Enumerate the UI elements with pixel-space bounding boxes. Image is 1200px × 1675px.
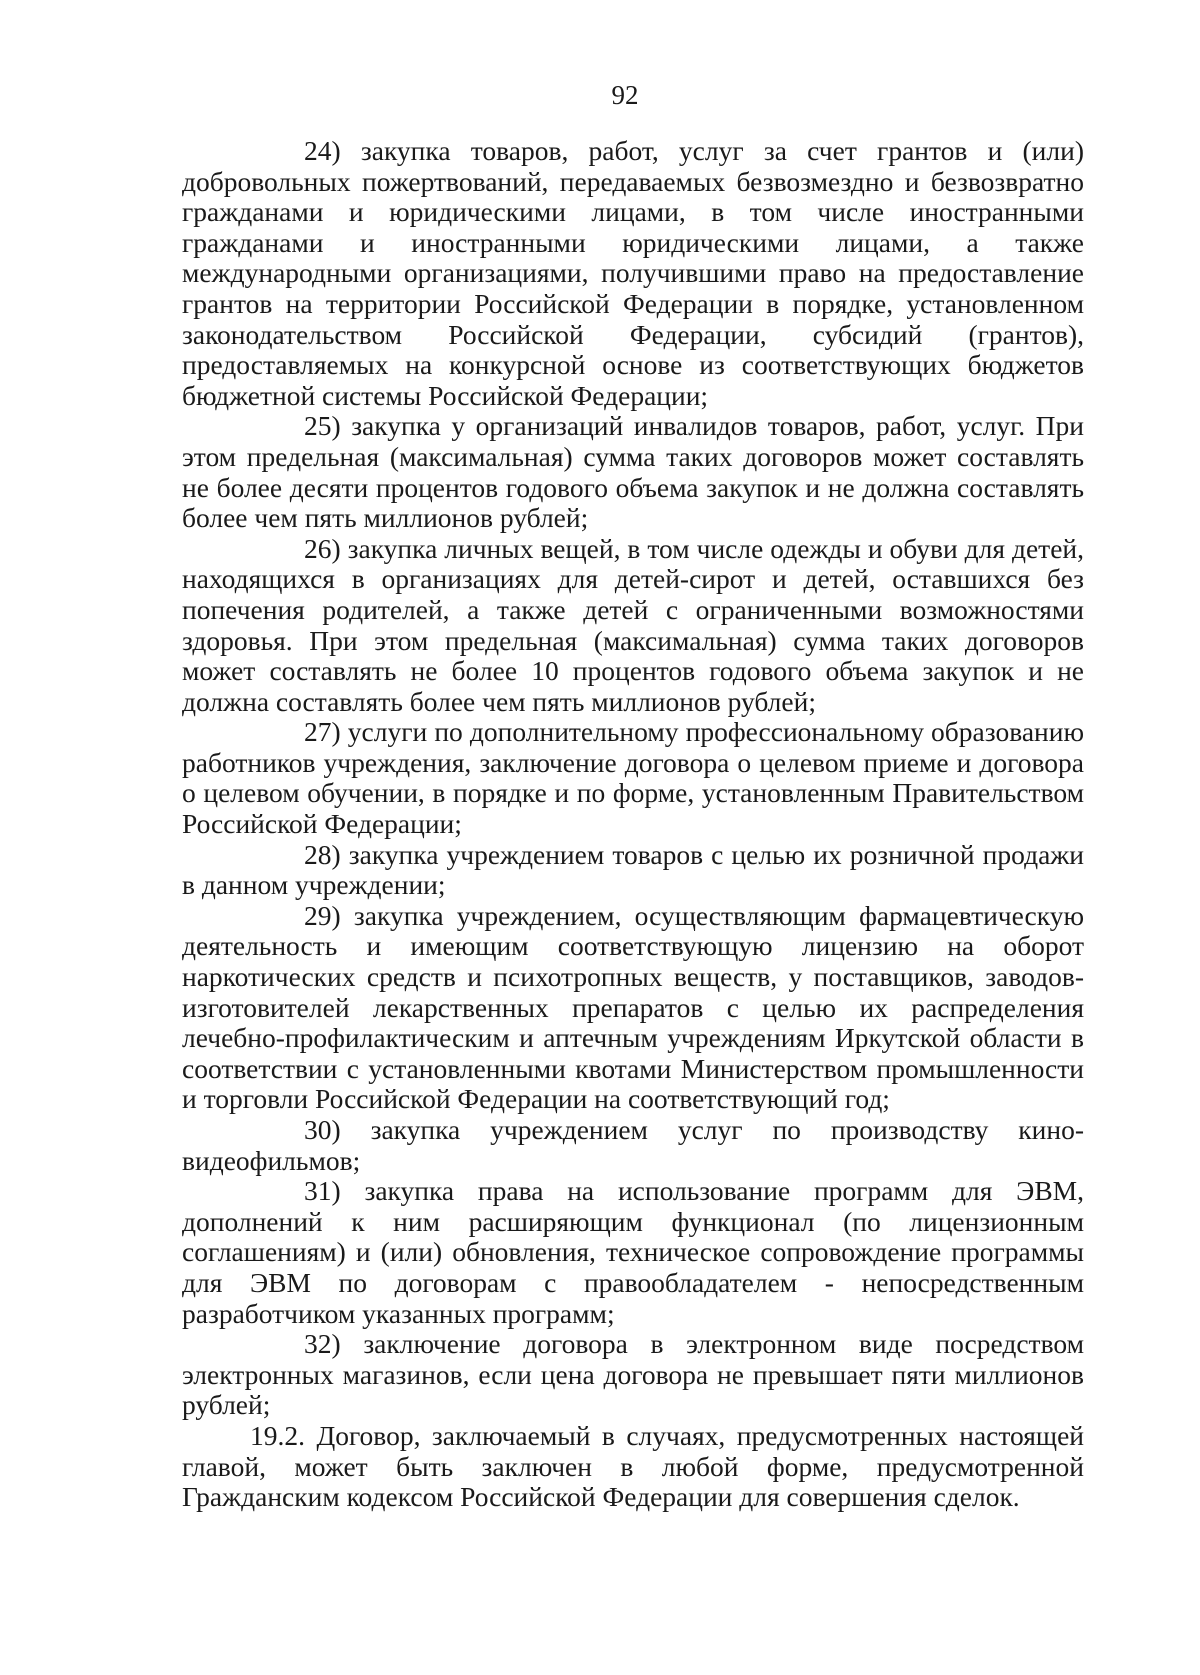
item-number: 25) bbox=[304, 410, 341, 442]
item-text: услуги по дополнительному профессиональному образованию работников учреждения, заключение договора о целевом приеме и договора о целевом обучении, в порядке и по форме, установленным Правительством Российской Федерации; bbox=[182, 716, 1085, 840]
item-text: закупка учреждением услуг по производству кино-видеофильмов; bbox=[182, 1114, 1085, 1176]
list-item-25 bbox=[182, 411, 1084, 533]
item-text: закупка товаров, работ, услуг за счет грантов и (или) добровольных пожертвований, передаваемых безвозмездно и безвозвратно гражданами и юридическими лицами, в том числе иностранными гражданами и иностранными юридическими лицами, а также международными организациями, получившими право на предоставление грантов на территории Российской Федерации в порядке, установленном законодательством Российской Федерации, субсидий (грантов), предоставляемых на конкурсной основе из соответствующих бюджетов бюджетной системы Российской Федерации; bbox=[182, 135, 1084, 411]
list-item-29 bbox=[182, 901, 1084, 1115]
document-body bbox=[182, 136, 1084, 1513]
list-item-30 bbox=[182, 1115, 1084, 1176]
item-number: 28) bbox=[304, 838, 341, 870]
item-number: 29) bbox=[304, 899, 341, 931]
item-number: 24) bbox=[304, 135, 341, 166]
item-number: 31) bbox=[304, 1175, 341, 1207]
item-text: закупка у организаций инвалидов товаров, работ, услуг. При этом предельная (максимальная) сумма таких договоров может составлять не более десяти процентов годового объема закупок и не должна составлять более чем пять миллионов рублей; bbox=[182, 410, 1085, 534]
item-text: заключение договора в электронном виде посредством электронных магазинов, если цена договора не превышает пяти миллионов рублей; bbox=[182, 1328, 1085, 1421]
list-item-32 bbox=[182, 1329, 1084, 1421]
item-number: 26) bbox=[304, 532, 341, 564]
list-item-28 bbox=[182, 840, 1084, 901]
list-item-31 bbox=[182, 1176, 1084, 1329]
item-number: 27) bbox=[304, 716, 341, 748]
item-text: закупка учреждением товаров с целью их розничной продажи в данном учреждении; bbox=[182, 838, 1084, 901]
clause-19-2: 19.2. Договор, заключаемый в случаях, предусмотренных настоящей главой, может быть заключен в любой форме, предусмотренной Гражданским кодексом Российской Федерации для совершения сделок. bbox=[182, 1419, 1084, 1513]
item-number: 30) bbox=[304, 1114, 341, 1145]
item-text: закупка права на использование программ для ЭВМ, дополнений к ним расширяющим функционал (по лицензионным соглашениям) и (или) обновления, техническое сопровождение программы для ЭВМ по договорам с правообладателем - непосредственным разработчиком указанных программ; bbox=[182, 1175, 1084, 1329]
item-text: закупка личных вещей, в том числе одежды и обуви для детей, находящихся в организациях для детей-сирот и детей, оставшихся без попечения родителей, а также детей с ограниченными возможностями здоровья. При этом предельная (максимальная) сумма таких договоров может составлять не более 10 процентов годового объема закупок и не должна составлять более чем пять миллионов рублей; bbox=[182, 532, 1085, 717]
list-item-27 bbox=[182, 717, 1084, 839]
item-text: закупка учреждением, осуществляющим фармацевтическую деятельность и имеющим соответствующую лицензию на оборот наркотических средств и психотропных веществ, у поставщиков, заводов-изготовителей лекарственных препаратов с целью их распределения лечебно-профилактическим и аптечным учреждениям Иркутской области в соответствии с установленными квотами Министерством промышленности и торговли Российской Федерации на соответствующий год; bbox=[182, 899, 1084, 1115]
list-item-26 bbox=[182, 534, 1084, 718]
list-item-24 bbox=[182, 136, 1084, 411]
item-number: 32) bbox=[304, 1328, 341, 1360]
page-number: 92 bbox=[611, 80, 639, 110]
